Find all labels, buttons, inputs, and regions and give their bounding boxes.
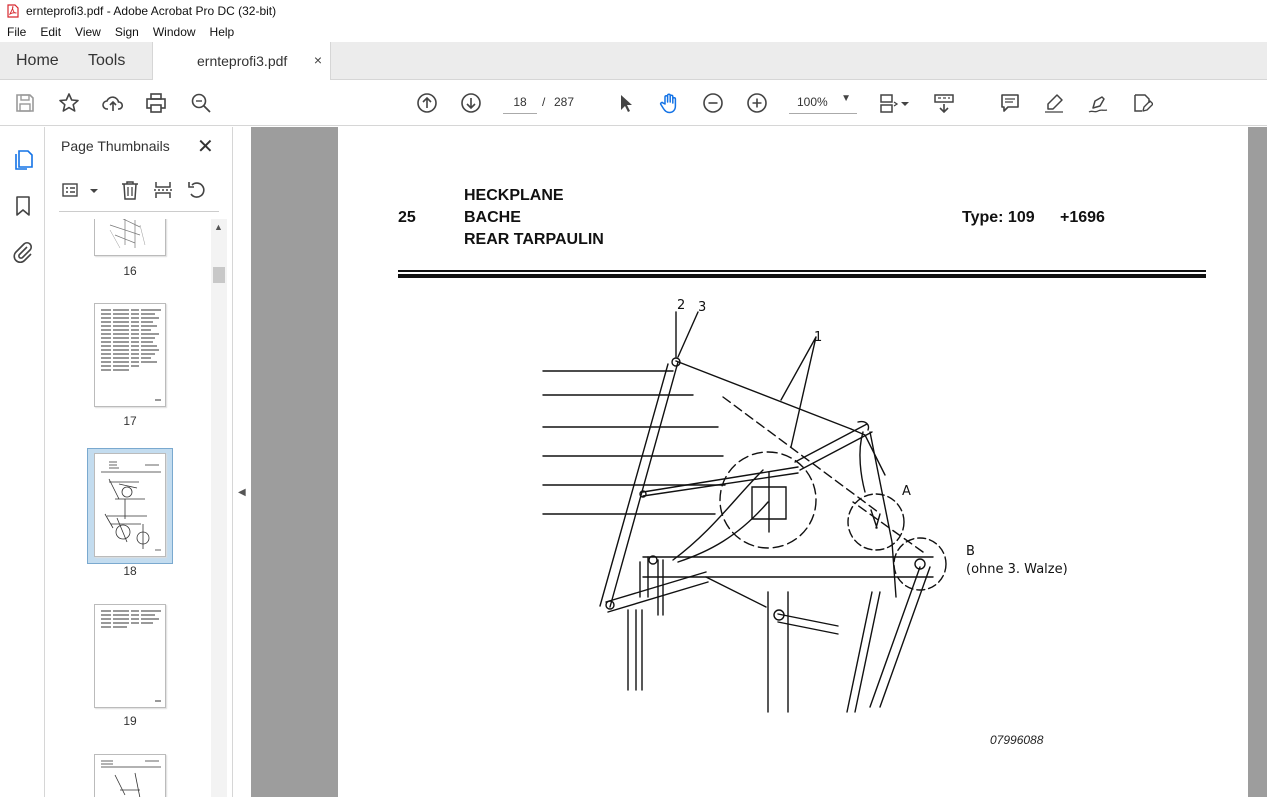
panel-divider	[59, 211, 219, 212]
technical-drawing	[528, 292, 1088, 717]
comment-icon[interactable]	[998, 91, 1022, 115]
panel-collapse-strip[interactable]	[233, 127, 251, 797]
zoom-select[interactable]	[789, 90, 857, 114]
callout-2: 2	[677, 298, 686, 313]
type-extra: +1696	[1060, 209, 1105, 226]
sign-pen-icon[interactable]	[1086, 91, 1110, 115]
zoom-search-icon[interactable]	[189, 91, 213, 115]
menu-view[interactable]: View	[75, 25, 101, 39]
bookmark-star-icon[interactable]	[57, 91, 81, 115]
zoom-in-icon[interactable]	[745, 91, 769, 115]
thumbnail-page-16[interactable]	[94, 219, 166, 256]
menu-file[interactable]: File	[7, 25, 27, 39]
extract-page-icon[interactable]	[152, 179, 176, 203]
tab-home[interactable]: Home	[16, 52, 59, 69]
chevron-down-icon: ▼	[841, 93, 851, 104]
page-total: 287	[554, 95, 575, 109]
bookmarks-icon[interactable]	[11, 194, 35, 218]
left-tool-rail	[0, 127, 45, 797]
thumbnail-page-19[interactable]	[94, 604, 166, 708]
part-number: 07996088	[990, 733, 1044, 747]
zoom-out-icon[interactable]	[701, 91, 725, 115]
previous-page-icon[interactable]	[415, 91, 439, 115]
callout-3: 3	[698, 300, 707, 315]
tab-bar	[0, 42, 1267, 80]
thumbnail-scrollbar[interactable]	[211, 219, 227, 797]
menu-edit[interactable]: Edit	[40, 25, 62, 39]
acrobat-logo-icon	[6, 4, 20, 18]
close-panel-icon[interactable]: ✕	[197, 136, 214, 158]
section-number: 25	[398, 209, 416, 226]
page-number-input[interactable]: 18	[503, 90, 537, 114]
zoom-value: 100%	[797, 95, 828, 109]
select-cursor-icon[interactable]	[613, 91, 637, 115]
thumbnail-tools	[45, 175, 233, 209]
callout-B-note: (ohne 3. Walze)	[966, 562, 1068, 577]
title-bar	[0, 0, 1267, 22]
thumbnail-label: 19	[123, 714, 137, 728]
scroll-up-arrow-icon[interactable]: ▲	[214, 222, 223, 232]
cloud-upload-icon[interactable]	[101, 91, 125, 115]
pdf-page	[338, 127, 1248, 797]
menu-window[interactable]: Window	[152, 25, 196, 39]
menu-help[interactable]: Help	[209, 25, 235, 39]
highlight-pen-icon[interactable]	[1042, 91, 1066, 115]
menu-bar	[0, 22, 1267, 42]
close-tab-icon[interactable]: ×	[313, 52, 322, 68]
thumbnail-label: 18	[123, 564, 137, 578]
callout-A: A	[902, 484, 911, 499]
edit-pdf-icon[interactable]	[1130, 91, 1154, 115]
thumbnail-label: 17	[123, 414, 137, 428]
thumbnail-list	[45, 219, 233, 797]
type-label: Type: 109	[962, 209, 1035, 226]
attachments-paperclip-icon[interactable]	[11, 240, 35, 264]
options-dropdown-icon[interactable]	[83, 179, 95, 203]
callout-1: 1	[814, 330, 823, 345]
next-page-icon[interactable]	[459, 91, 483, 115]
thumbnail-page-18[interactable]	[94, 453, 166, 557]
tab-document[interactable]	[152, 42, 331, 81]
scroll-mode-icon[interactable]	[932, 91, 956, 115]
save-icon[interactable]	[13, 91, 37, 115]
page-fit-dropdown-icon[interactable]	[898, 91, 912, 115]
thumbnail-page-20[interactable]	[94, 754, 166, 797]
tab-tools[interactable]: Tools	[88, 52, 126, 69]
header-rule-thin	[398, 270, 1206, 272]
menu-sign[interactable]: Sign	[114, 25, 139, 39]
document-tab-label: ernteprofi3.pdf	[197, 53, 288, 69]
thumbnail-page-17[interactable]	[94, 303, 166, 407]
panel-title: Page Thumbnails	[61, 138, 170, 154]
thumbnail-label: 16	[123, 264, 137, 278]
page-thumbnails-panel	[45, 127, 233, 797]
delete-page-icon[interactable]	[119, 179, 143, 203]
rotate-page-icon[interactable]	[186, 179, 210, 203]
page-separator: /	[542, 95, 546, 109]
window-title: ernteprofi3.pdf - Adobe Acrobat Pro DC (32-bit)	[26, 4, 277, 18]
scrollbar-thumb[interactable]	[213, 267, 225, 283]
options-menu-icon[interactable]	[61, 179, 85, 203]
hand-tool-icon[interactable]	[657, 91, 681, 115]
page-thumbnails-icon[interactable]	[11, 148, 35, 172]
collapse-panel-arrow-icon[interactable]: ◀	[238, 487, 246, 498]
main-toolbar	[0, 80, 1267, 126]
document-view[interactable]	[251, 127, 1267, 797]
print-icon[interactable]	[144, 91, 168, 115]
callout-B: B	[966, 544, 975, 559]
heading-line-1: HECKPLANE	[464, 187, 564, 204]
heading-line-3: REAR TARPAULIN	[464, 231, 604, 248]
heading-line-2: BACHE	[464, 209, 521, 226]
header-rule-thick	[398, 274, 1206, 278]
